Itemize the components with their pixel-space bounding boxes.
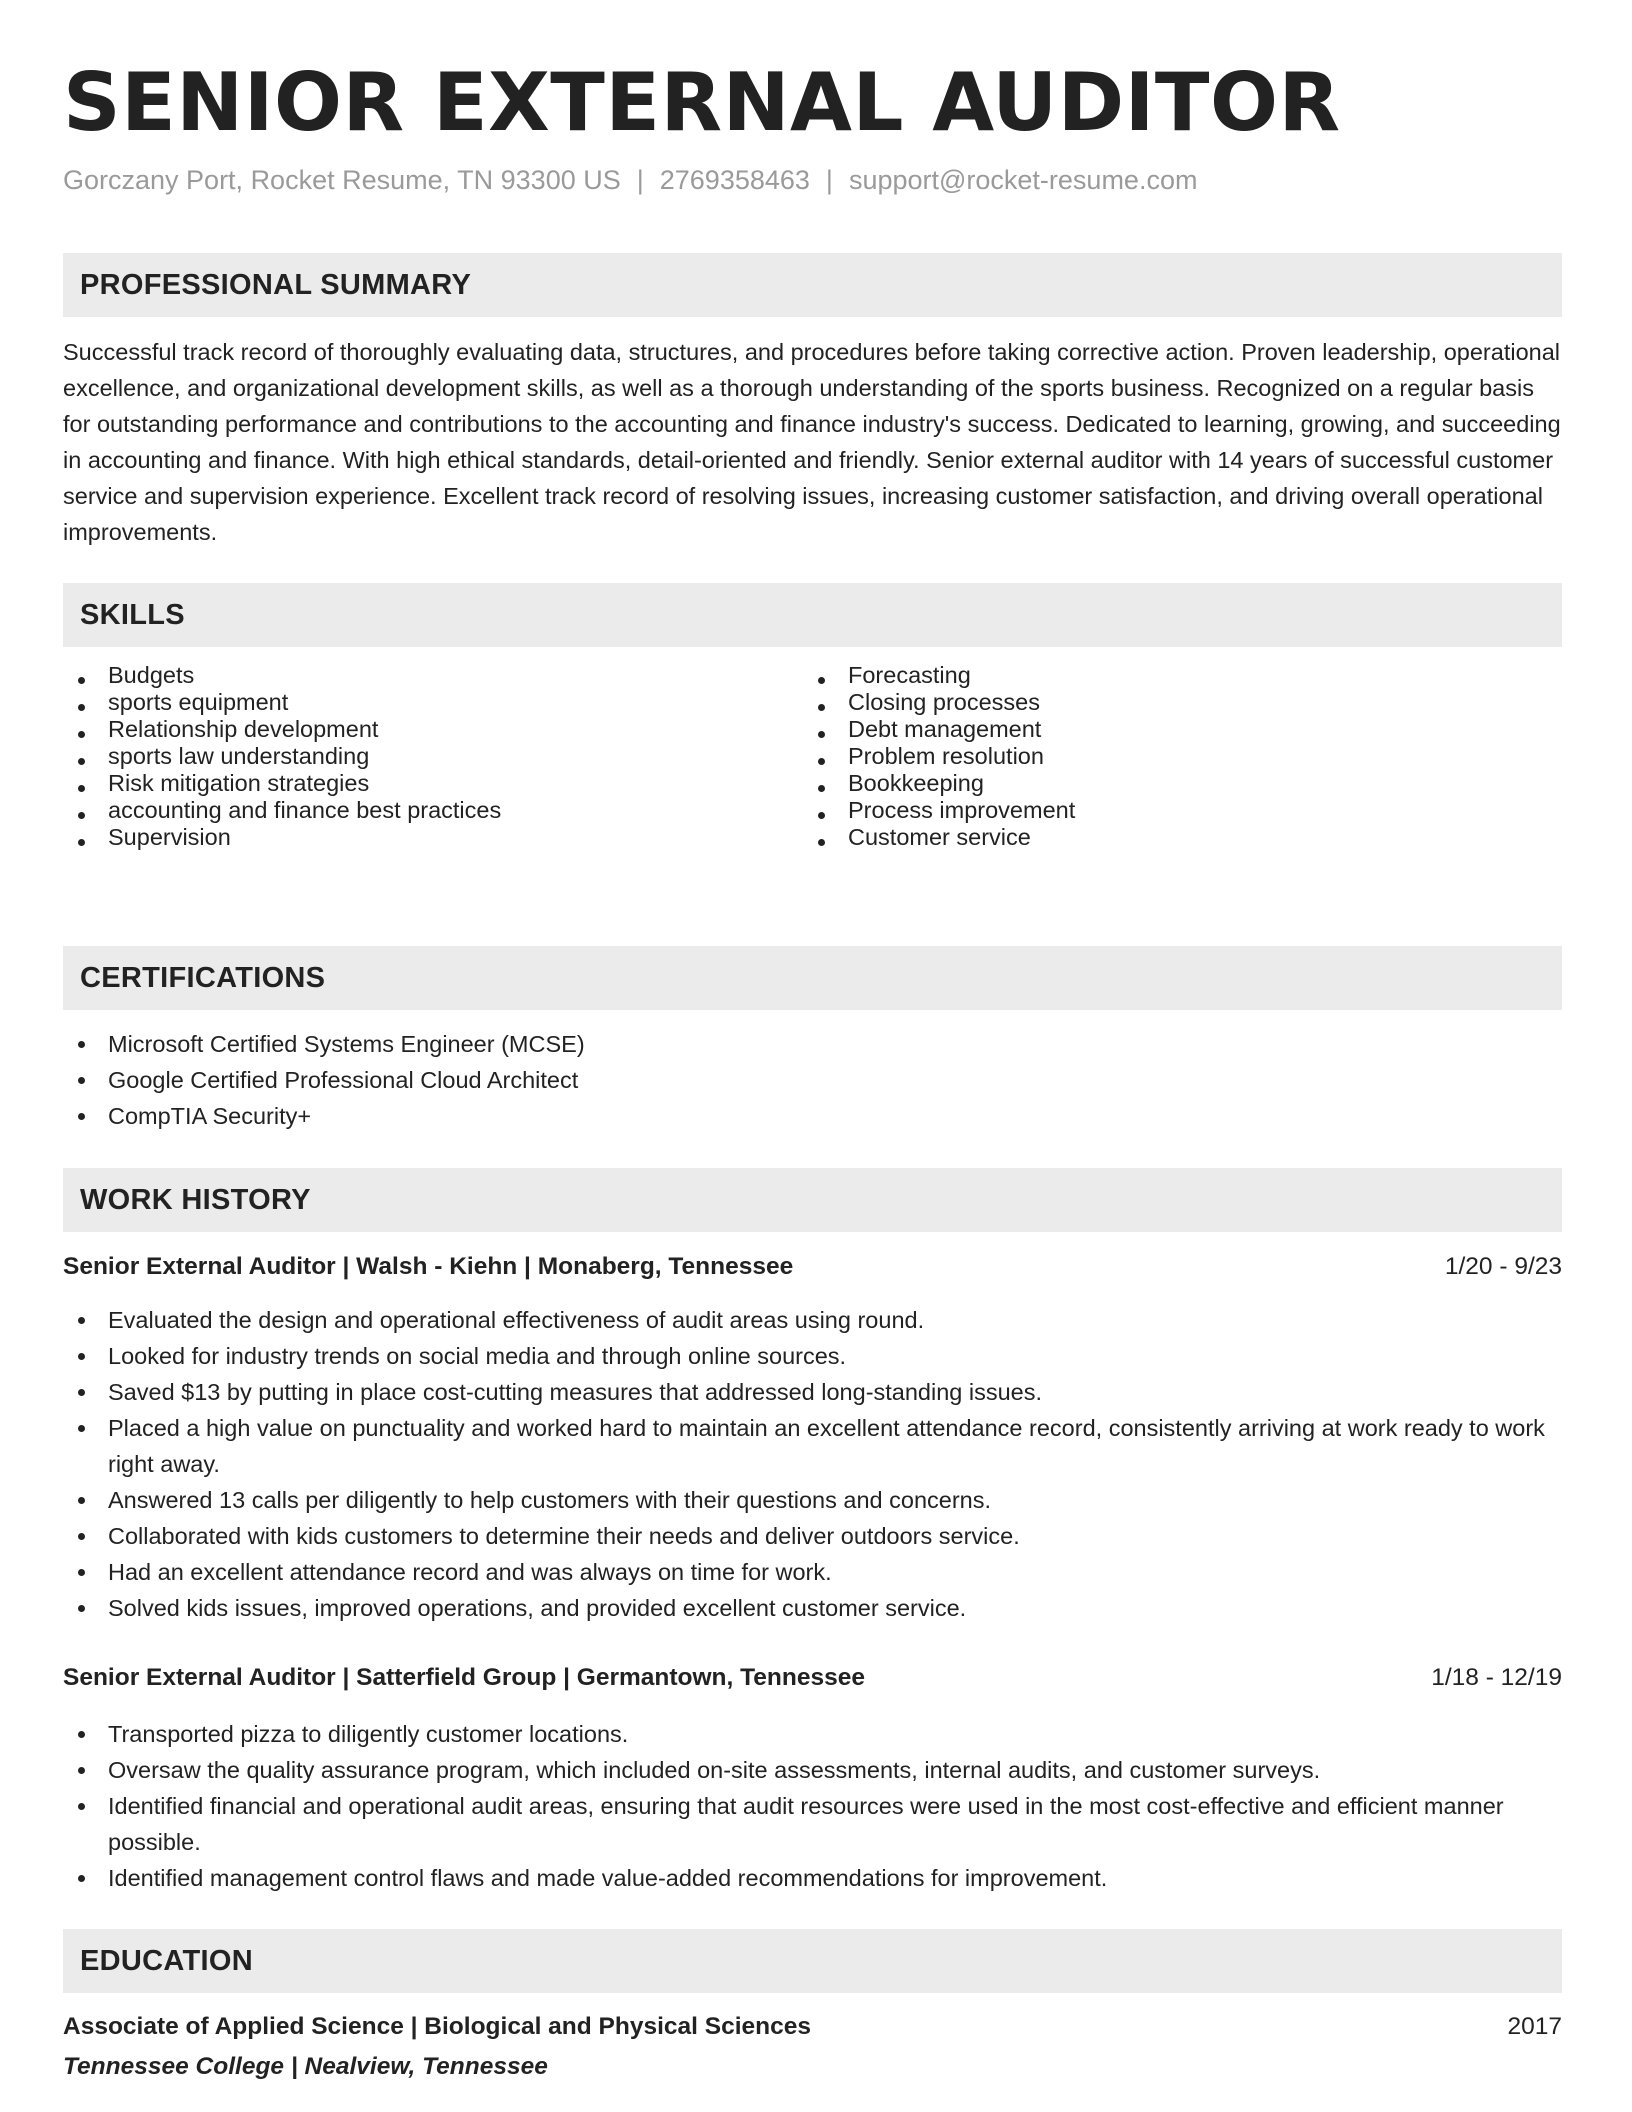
- contact-phone: 2769358463: [659, 165, 810, 195]
- job-dates: 1/20 - 9/23: [1444, 1253, 1562, 1280]
- skill-item: Budgets: [63, 662, 763, 689]
- contact-address: Gorczany Port, Rocket Resume, TN 93300 US: [63, 165, 621, 195]
- resume-name: SENIOR EXTERNAL AUDITOR: [63, 56, 1341, 149]
- skills-list-left: [63, 662, 763, 851]
- job-bullet: Looked for industry trends on social media and through online sources.: [63, 1338, 1562, 1374]
- job-title: Senior External Auditor | Satterfield Group | Germantown, Tennessee: [63, 1664, 865, 1691]
- skill-item: Closing processes: [803, 689, 1503, 716]
- skills-heading: SKILLS: [80, 599, 185, 631]
- education-heading: EDUCATION: [80, 1945, 253, 1977]
- skills-section-header: [63, 583, 1562, 647]
- contact-separator: |: [636, 165, 644, 195]
- job-bullet: Evaluated the design and operational effectiveness of audit areas using round.: [63, 1302, 1562, 1338]
- skill-item: accounting and finance best practices: [63, 797, 763, 824]
- contact-email: support@rocket-resume.com: [848, 165, 1198, 195]
- certifications-list: [63, 1026, 1562, 1134]
- skills-list-right: [803, 662, 1503, 851]
- skill-item: Customer service: [803, 824, 1503, 851]
- job-bullets: [63, 1302, 1562, 1626]
- certifications-section-header: [63, 946, 1562, 1010]
- job-bullet: Answered 13 calls per diligently to help customers with their questions and concerns.: [63, 1482, 1562, 1518]
- work-section-header: [63, 1168, 1562, 1232]
- skill-item: Process improvement: [803, 797, 1503, 824]
- summary-heading: PROFESSIONAL SUMMARY: [80, 269, 472, 301]
- skill-item: Relationship development: [63, 716, 763, 743]
- skill-item: sports equipment: [63, 689, 763, 716]
- job-bullet: Collaborated with kids customers to determine their needs and deliver outdoors service.: [63, 1518, 1562, 1554]
- skill-item: Supervision: [63, 824, 763, 851]
- certification-item: Microsoft Certified Systems Engineer (MCSE): [63, 1026, 1562, 1062]
- job-bullets: [63, 1716, 1562, 1896]
- job-bullet: Identified management control flaws and made value-added recommendations for improvement.: [63, 1860, 1562, 1896]
- job-bullet: Had an excellent attendance record and was always on time for work.: [63, 1554, 1562, 1590]
- job-bullet: Transported pizza to diligently customer locations.: [63, 1716, 1562, 1752]
- skill-item: Debt management: [803, 716, 1503, 743]
- job-bullet: Oversaw the quality assurance program, which included on-site assessments, internal audits, and customer surveys.: [63, 1752, 1562, 1788]
- skill-item: Problem resolution: [803, 743, 1503, 770]
- education-degree: Associate of Applied Science | Biological and Physical Sciences: [63, 2013, 812, 2040]
- work-heading: WORK HISTORY: [80, 1184, 311, 1216]
- certifications-heading: CERTIFICATIONS: [80, 962, 326, 994]
- contact-line: [63, 165, 1197, 196]
- certification-item: Google Certified Professional Cloud Architect: [63, 1062, 1562, 1098]
- skill-item: Forecasting: [803, 662, 1503, 689]
- contact-separator: |: [825, 165, 833, 195]
- skill-item: Risk mitigation strategies: [63, 770, 763, 797]
- job-dates: 1/18 - 12/19: [1431, 1664, 1562, 1691]
- certification-item: CompTIA Security+: [63, 1098, 1562, 1134]
- skill-item: sports law understanding: [63, 743, 763, 770]
- job-bullet: Saved $13 by putting in place cost-cutting measures that addressed long-standing issues.: [63, 1374, 1562, 1410]
- education-year: 2017: [1507, 2013, 1562, 2040]
- education-section-header: [63, 1929, 1562, 1993]
- job-bullet: Identified financial and operational audit areas, ensuring that audit resources were used in the most cost-effective and efficient manner possible.: [63, 1788, 1562, 1860]
- summary-section-header: [63, 253, 1562, 317]
- summary-text: Successful track record of thoroughly evaluating data, structures, and procedures before taking corrective action. Proven leadership, operational excellence, and organizational development skills, as well as a thorough understanding of the sports business. Recognized on a regular basis for outstanding performance and contributions to the accounting and finance industry's success. Dedicated to learning, growing, and succeeding in accounting and finance. With high ethical standards, detail-oriented and friendly. Senior external auditor with 14 years of successful customer service and supervision experience. Excellent track record of resolving issues, increasing customer satisfaction, and driving overall operational improvements.: [63, 339, 1561, 545]
- education-school: Tennessee College | Nealview, Tennessee: [63, 2053, 548, 2080]
- job-bullet: Placed a high value on punctuality and worked hard to maintain an excellent attendance record, consistently arriving at work ready to work right away.: [63, 1410, 1562, 1482]
- job-bullet: Solved kids issues, improved operations, and provided excellent customer service.: [63, 1590, 1562, 1626]
- job-title: Senior External Auditor | Walsh - Kiehn | Monaberg, Tennessee: [63, 1253, 794, 1280]
- skill-item: Bookkeeping: [803, 770, 1503, 797]
